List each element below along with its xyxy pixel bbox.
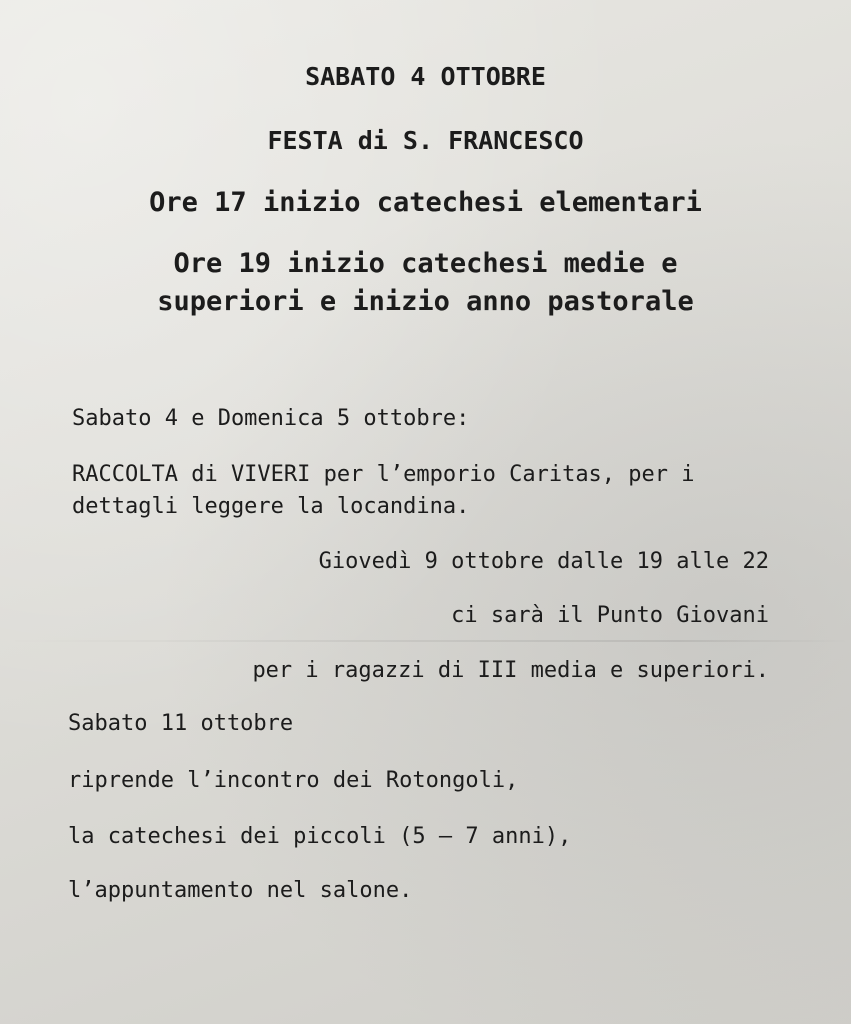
collection-date: Sabato 4 e Domenica 5 ottobre: — [72, 406, 470, 431]
middle-catechesis-heading-line2: superiori e inizio anno pastorale — [157, 286, 694, 317]
elementary-catechesis-heading: Ore 17 inizio catechesi elementari — [149, 187, 702, 218]
rotongoli-line4: l’appuntamento nel salone. — [68, 878, 413, 903]
paper-crease — [0, 640, 851, 642]
youth-line1: Giovedì 9 ottobre dalle 19 alle 22 — [318, 549, 769, 574]
rotongoli-line3: la catechesi dei piccoli (5 – 7 anni), — [68, 824, 572, 849]
event-date-heading: SABATO 4 OTTOBRE — [305, 62, 546, 91]
youth-line2: ci sarà il Punto Giovani — [451, 603, 769, 628]
collection-line1: RACCOLTA di VIVERI per l’emporio Caritas, per i — [72, 462, 695, 487]
middle-catechesis-heading-line1: Ore 19 inizio catechesi medie e — [173, 248, 678, 279]
collection-line2: dettagli leggere la locandina. — [72, 494, 470, 519]
rotongoli-line2: riprende l’incontro dei Rotongoli, — [68, 768, 519, 793]
rotongoli-line1: Sabato 11 ottobre — [68, 711, 294, 736]
youth-line3: per i ragazzi di III media e superiori. — [252, 658, 769, 683]
feast-heading: FESTA di S. FRANCESCO — [267, 126, 584, 155]
